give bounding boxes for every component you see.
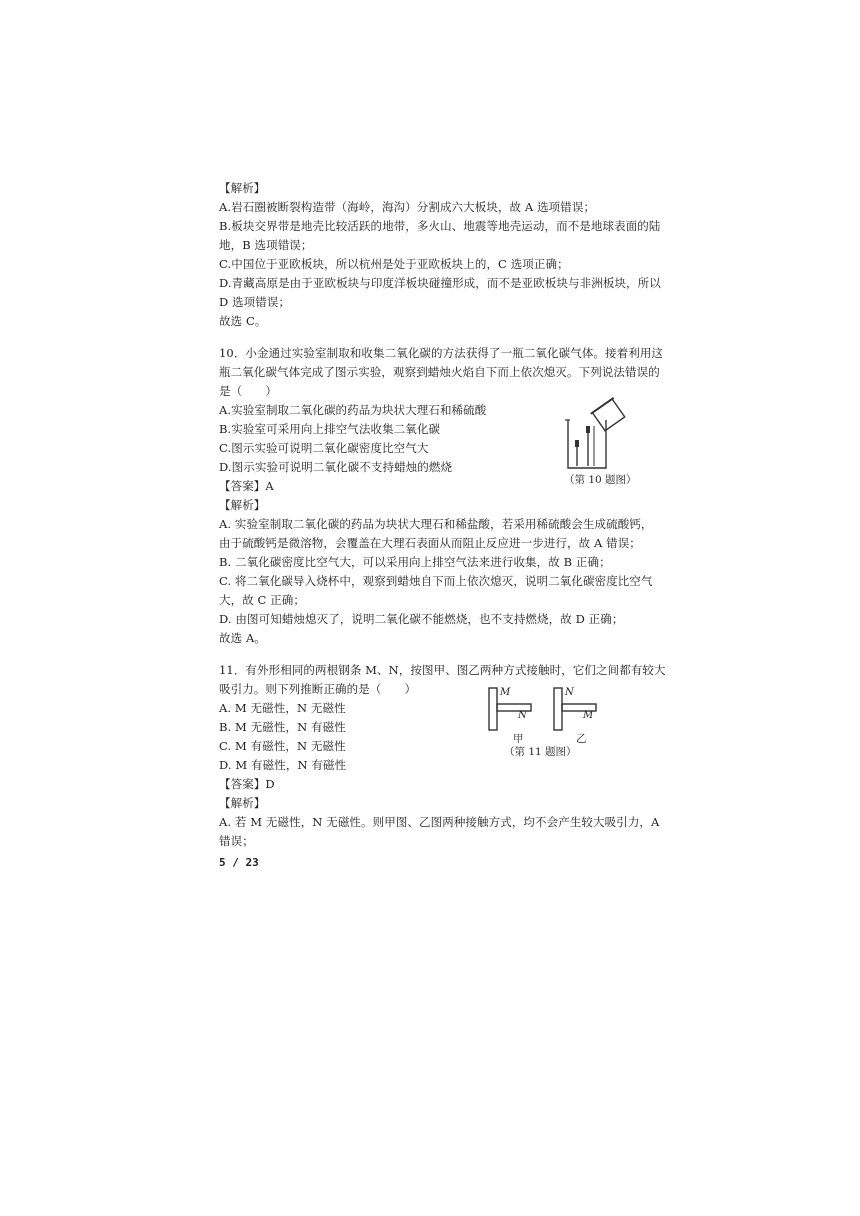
q11-answer: 【答案】D	[219, 777, 275, 791]
q11-option-d: D. M 有磁性，N 有磁性	[219, 758, 347, 772]
q10-option-a: A.实验室制取二氧化碳的药品为块状大理石和稀硫酸	[219, 403, 487, 417]
q11-stem: 吸引力。则下列推断正确的是（ ）	[219, 682, 417, 696]
q10-stem: 10．小金通过实验室制取和收集二氧化碳的方法获得了一瓶二氧化碳气体。接着利用这	[219, 346, 664, 360]
q11-stem: 11．有外形相同的两根钢条 M、N，按图甲、图乙两种方式接触时，它们之间都有较大	[219, 663, 666, 677]
q11-option-c: C. M 有磁性，N 无磁性	[219, 739, 346, 753]
q11-label-jia: 甲	[513, 733, 524, 745]
gas-jar-icon	[591, 398, 627, 432]
page-number: 5 / 23	[219, 856, 259, 869]
analysis-line: D.青藏高原是由于亚欧板块与印度洋板块碰撞形成，而不是亚欧板块与非洲板块，所以	[219, 276, 661, 290]
q11-analysis-line: A. 若 M 无磁性，N 无磁性。则甲图、乙图两种接触方式，均不会产生较大吸引力，A	[219, 815, 660, 829]
q10-conclusion: 故选 A。	[219, 631, 266, 645]
q11-label-n-jia: N	[518, 710, 527, 721]
q11-label-m-jia: M	[500, 687, 511, 698]
q10-option-b: B.实验室可采用向上排空气法收集二氧化碳	[219, 422, 441, 436]
q10-analysis-line: 由于硫酸钙是微溶物，会覆盖在大理石表面从而阻止反应进一步进行，故 A 错误；	[219, 536, 641, 550]
q11-label-n-yi: N	[565, 687, 574, 698]
beaker-icon	[565, 420, 606, 468]
analysis-header: 【解析】	[219, 181, 266, 195]
analysis-line: B.板块交界带是地壳比较活跃的地带，多火山、地震等地壳运动，而不是地球表面的陆	[219, 219, 661, 233]
q10-answer: 【答案】A	[219, 479, 274, 493]
q10-stem: 瓶二氧化碳气体完成了图示实验，观察到蜡烛火焰自下而上依次熄灭。下列说法错误的	[219, 365, 660, 379]
q10-option-d: D.图示实验可说明二氧化碳不支持蜡烛的燃烧	[219, 460, 453, 474]
q11-option-a: A. M 无磁性，N 无磁性	[219, 701, 346, 715]
q10-analysis-line: C. 将二氧化碳导入烧杯中，观察到蜡烛自下而上依次熄灭，说明二氧化碳密度比空气	[219, 574, 653, 588]
q10-stem: 是（ ）	[219, 384, 277, 398]
q11-analysis-header: 【解析】	[219, 796, 266, 810]
q10-analysis-line: A. 实验室制取二氧化碳的药品为块状大理石和稀盐酸，若采用稀硫酸会生成硫酸钙，	[219, 517, 653, 531]
analysis-line: A.岩石圈被断裂构造带（海岭，海沟）分割成六大板块，故 A 选项错误；	[219, 200, 596, 214]
q11-figure-caption: （第 11 题图）	[504, 746, 577, 758]
q10-figure-caption: （第 10 题图）	[564, 474, 637, 486]
conclusion-line: 故选 C。	[219, 314, 267, 328]
q11-label-m-yi: M	[583, 710, 594, 721]
q11-analysis-line: 错误；	[219, 834, 254, 848]
q11-option-b: B. M 无磁性，N 有磁性	[219, 720, 346, 734]
q10-figure	[560, 392, 640, 472]
analysis-line: C.中国位于亚欧板块，所以杭州是处于亚欧板块上的，C 选项正确；	[219, 257, 569, 271]
analysis-line: D 选项错误；	[219, 295, 291, 309]
q10-analysis-line: 大，故 C 正确；	[219, 593, 306, 607]
q10-option-c: C.图示实验可说明二氧化碳密度比空气大	[219, 441, 429, 455]
candle-icon	[575, 426, 594, 466]
q10-analysis-header: 【解析】	[219, 498, 266, 512]
q10-analysis-line: D. 由图可知蜡烛熄灭了，说明二氧化碳不能燃烧，也不支持燃烧，故 D 正确；	[219, 612, 624, 626]
analysis-line: 地，B 选项错误；	[219, 238, 313, 252]
q10-analysis-line: B. 二氧化碳密度比空气大，可以采用向上排空气法来进行收集，故 B 正确；	[219, 555, 611, 569]
q11-label-yi: 乙	[576, 733, 587, 745]
